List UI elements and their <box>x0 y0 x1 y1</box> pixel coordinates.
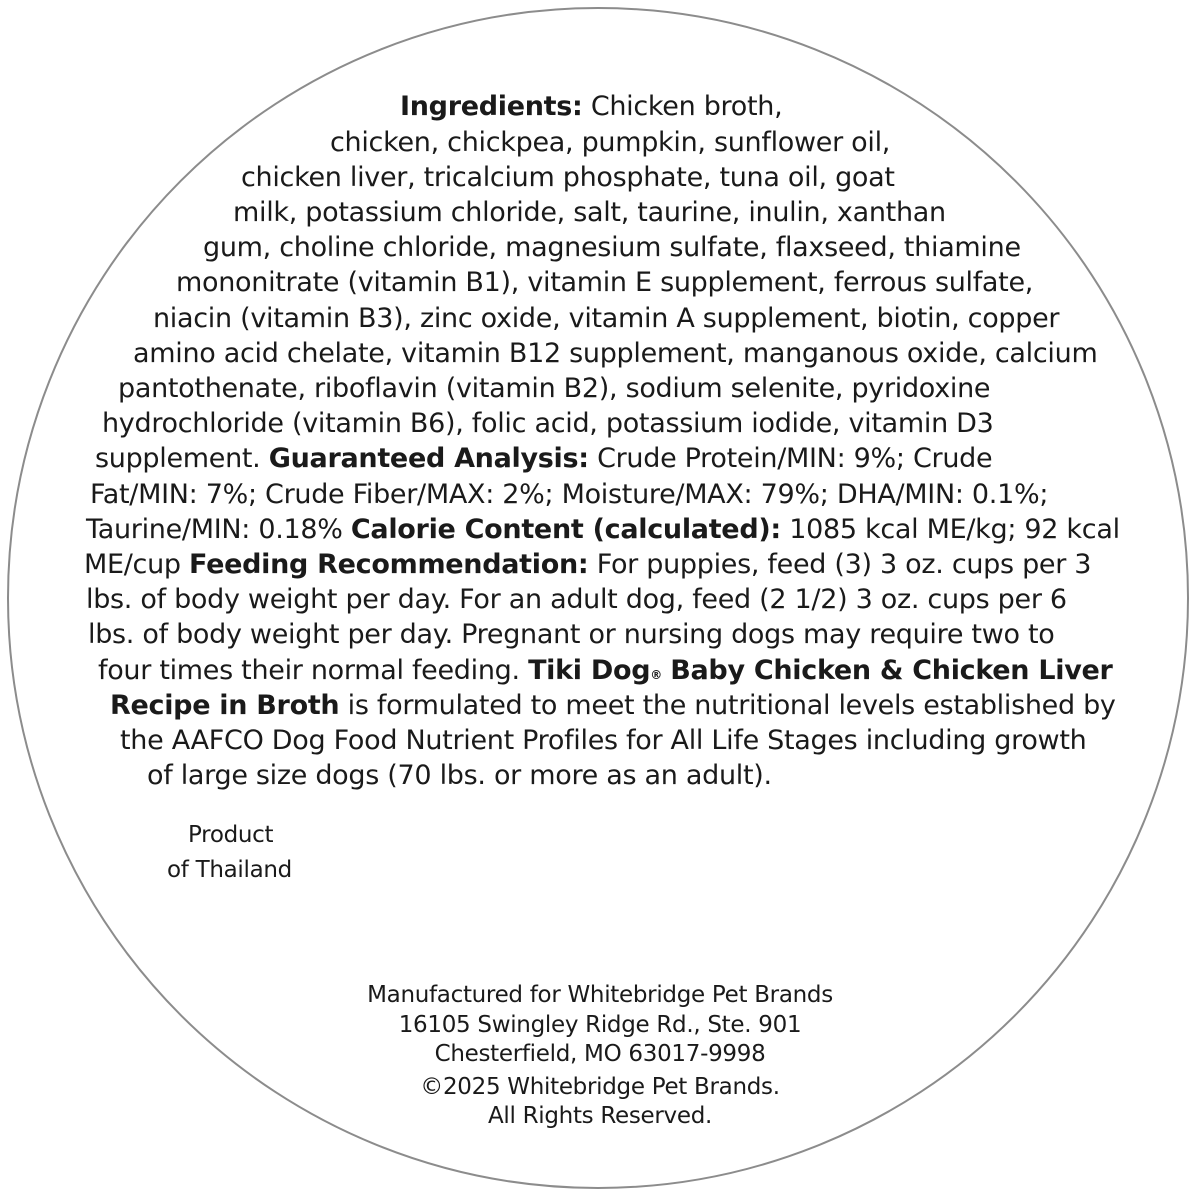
guaranteed-analysis-heading: Guaranteed Analysis: <box>268 443 589 474</box>
feeding-text: For puppies, feed (3) 3 oz. cups per 3 <box>596 549 1092 580</box>
ingredients-text: pantothenate, riboflavin (vitamin B2), sodium selenite, pyridoxine <box>118 373 991 404</box>
registered-mark: ® <box>650 668 662 682</box>
ingredients-text: hydrochloride (vitamin B6), folic acid, potassium iodide, vitamin D3 <box>102 408 994 439</box>
calorie-content-heading: Calorie Content (calculated): <box>350 514 781 545</box>
analysis-text: Fat/MIN: 7%; Crude Fiber/MAX: 2%; Moisture/MAX: 79%; DHA/MIN: 0.1%; <box>90 479 1049 510</box>
calorie-text: 1085 kcal ME/kg; 92 kcal <box>789 514 1120 545</box>
origin-line-1: Product <box>188 822 274 848</box>
statement-text: is formulated to meet the nutritional levels established by <box>347 690 1116 721</box>
analysis-text: Crude Protein/MIN: 9%; Crude <box>597 443 993 474</box>
rights-reserved-line: All Rights Reserved. <box>487 1103 713 1129</box>
ingredients-text: chicken, chickpea, pumpkin, sunflower oil, <box>330 127 891 158</box>
copyright-line: ©2025 Whitebridge Pet Brands. <box>420 1074 780 1100</box>
statement-text: the AAFCO Dog Food Nutrient Profiles for All Life Stages including growth <box>120 725 1087 756</box>
product-name-part2: Recipe in Broth <box>110 690 340 721</box>
statement-text: of large size dogs (70 lbs. or more as an adult). <box>147 760 772 791</box>
calorie-text: ME/cup <box>84 549 181 580</box>
manufacturer-address-line: 16105 Swingley Ridge Rd., Ste. 901 <box>398 1012 802 1038</box>
feeding-text: four times their normal feeding. <box>98 655 520 686</box>
ingredients-text: chicken liver, tricalcium phosphate, tuna oil, goat <box>241 162 895 193</box>
manufacturer-line-1: Manufactured for Whitebridge Pet Brands <box>367 982 833 1008</box>
feeding-text: lbs. of body weight per day. Pregnant or nursing dogs may require two to <box>88 619 1055 650</box>
ingredients-text: niacin (vitamin B3), zinc oxide, vitamin A supplement, biotin, copper <box>153 303 1060 334</box>
origin-line-2: of Thailand <box>167 857 292 883</box>
ingredients-text: milk, potassium chloride, salt, taurine, inulin, xanthan <box>233 197 946 228</box>
manufacturer-city-line: Chesterfield, MO 63017-9998 <box>434 1041 766 1067</box>
product-name-part1: Baby Chicken & Chicken Liver <box>670 655 1113 686</box>
feeding-recommendation-heading: Feeding Recommendation: <box>189 549 589 580</box>
brand-name: Tiki Dog <box>528 655 651 686</box>
ingredients-text: Chicken broth, <box>590 91 783 122</box>
analysis-text: Taurine/MIN: 0.18% <box>86 514 343 545</box>
feeding-text: lbs. of body weight per day. For an adult dog, feed (2 1/2) 3 oz. cups per 6 <box>86 584 1067 615</box>
ingredients-text: amino acid chelate, vitamin B12 supplement, manganous oxide, calcium <box>133 338 1098 369</box>
ingredients-text: supplement. <box>95 443 261 474</box>
ingredients-text: gum, choline chloride, magnesium sulfate, flaxseed, thiamine <box>203 232 1021 263</box>
ingredients-heading: Ingredients: <box>400 91 583 122</box>
ingredients-text: mononitrate (vitamin B1), vitamin E supplement, ferrous sulfate, <box>176 267 1034 298</box>
